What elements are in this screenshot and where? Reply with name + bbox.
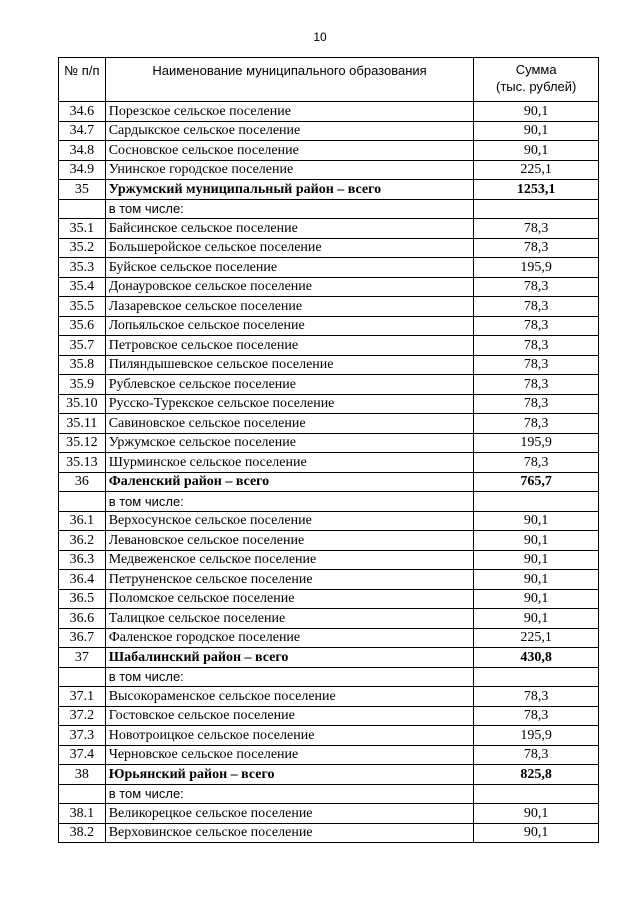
table-row [59, 804, 599, 824]
subheader-row [59, 667, 599, 687]
row-sum-cell: 90,1 [474, 589, 599, 609]
row-sum-cell: 195,9 [474, 433, 599, 453]
table-row [59, 687, 599, 707]
table-row [59, 511, 599, 531]
row-name-cell: Черновское сельское поселение [105, 745, 474, 765]
table-row [59, 628, 599, 648]
row-number-cell: 35.12 [59, 433, 106, 453]
table-row [59, 531, 599, 551]
row-number-cell: 37 [59, 648, 106, 668]
table-row [59, 609, 599, 629]
row-number-cell: 35.3 [59, 258, 106, 278]
row-sum-cell: 78,3 [474, 745, 599, 765]
row-name-cell: в том числе: [105, 784, 474, 804]
row-number-cell: 36 [59, 472, 106, 492]
table-row [59, 394, 599, 414]
row-sum-cell: 225,1 [474, 160, 599, 180]
subheader-row [59, 199, 599, 219]
row-number-cell [59, 199, 106, 219]
table-row [59, 219, 599, 239]
row-name-cell: Шабалинский район – всего [105, 648, 474, 668]
row-number-cell: 38 [59, 765, 106, 785]
row-number-cell: 36.6 [59, 609, 106, 629]
row-sum-cell: 78,3 [474, 355, 599, 375]
row-name-cell: Пиляндышевское сельское поселение [105, 355, 474, 375]
row-number-cell: 35.4 [59, 277, 106, 297]
row-number-cell: 34.8 [59, 141, 106, 161]
table-row [59, 726, 599, 746]
row-sum-cell: 195,9 [474, 726, 599, 746]
row-sum-cell: 1253,1 [474, 180, 599, 200]
table-row [59, 433, 599, 453]
row-number-cell: 34.6 [59, 102, 106, 122]
table-row [59, 277, 599, 297]
table-row [59, 102, 599, 122]
row-name-cell: Новотроицкое сельское поселение [105, 726, 474, 746]
row-name-cell: в том числе: [105, 492, 474, 512]
row-name-cell: Порезское сельское поселение [105, 102, 474, 122]
row-sum-cell [474, 667, 599, 687]
table-row [59, 121, 599, 141]
row-sum-cell: 78,3 [474, 316, 599, 336]
table-row [59, 336, 599, 356]
row-sum-cell: 90,1 [474, 102, 599, 122]
row-number-cell: 36.7 [59, 628, 106, 648]
row-name-cell: Петруненское сельское поселение [105, 570, 474, 590]
row-sum-cell: 225,1 [474, 628, 599, 648]
row-number-cell: 35.13 [59, 453, 106, 473]
row-number-cell: 34.9 [59, 160, 106, 180]
row-name-cell: в том числе: [105, 199, 474, 219]
table-header-row [59, 58, 599, 102]
row-name-cell: Буйское сельское поселение [105, 258, 474, 278]
row-sum-cell: 78,3 [474, 687, 599, 707]
table-row [59, 453, 599, 473]
row-name-cell: Фаленский район – всего [105, 472, 474, 492]
row-number-cell: 34.7 [59, 121, 106, 141]
row-name-cell: Гостовское сельское поселение [105, 706, 474, 726]
row-number-cell: 37.1 [59, 687, 106, 707]
district-total-row [59, 180, 599, 200]
row-sum-cell: 195,9 [474, 258, 599, 278]
row-name-cell: Поломское сельское поселение [105, 589, 474, 609]
row-name-cell: Левановское сельское поселение [105, 531, 474, 551]
row-sum-cell: 825,8 [474, 765, 599, 785]
table-row [59, 550, 599, 570]
row-sum-cell [474, 492, 599, 512]
row-name-cell: Байсинское сельское поселение [105, 219, 474, 239]
district-total-row [59, 472, 599, 492]
row-sum-cell: 78,3 [474, 238, 599, 258]
table-row [59, 258, 599, 278]
row-name-cell: Верховинское сельское поселение [105, 823, 474, 843]
row-name-cell: Талицкое сельское поселение [105, 609, 474, 629]
district-total-row [59, 648, 599, 668]
page-number: 10 [313, 30, 327, 44]
row-name-cell: Верхосунское сельское поселение [105, 511, 474, 531]
row-number-cell: 35 [59, 180, 106, 200]
row-sum-cell: 90,1 [474, 511, 599, 531]
row-number-cell: 38.2 [59, 823, 106, 843]
row-sum-cell: 78,3 [474, 414, 599, 434]
table-row [59, 706, 599, 726]
row-sum-cell: 90,1 [474, 121, 599, 141]
row-sum-cell: 90,1 [474, 823, 599, 843]
table-row [59, 355, 599, 375]
row-number-cell: 37.3 [59, 726, 106, 746]
table-row [59, 297, 599, 317]
subheader-row [59, 784, 599, 804]
row-name-cell: Русско-Турекское сельское поселение [105, 394, 474, 414]
table-row [59, 238, 599, 258]
table-row [59, 375, 599, 395]
row-number-cell [59, 784, 106, 804]
column-header-name: Наименование муниципального образования [105, 58, 474, 102]
row-sum-cell: 78,3 [474, 297, 599, 317]
row-sum-cell: 90,1 [474, 141, 599, 161]
row-sum-cell: 765,7 [474, 472, 599, 492]
row-name-cell: Лазаревское сельское поселение [105, 297, 474, 317]
row-number-cell: 35.7 [59, 336, 106, 356]
row-sum-cell [474, 784, 599, 804]
row-sum-cell: 78,3 [474, 394, 599, 414]
row-name-cell: Сардыкское сельское поселение [105, 121, 474, 141]
row-name-cell: Уржумское сельское поселение [105, 433, 474, 453]
row-number-cell: 36.3 [59, 550, 106, 570]
table-row [59, 745, 599, 765]
table-body [59, 102, 599, 843]
row-name-cell: Великорецкое сельское поселение [105, 804, 474, 824]
row-name-cell: Савиновское сельское поселение [105, 414, 474, 434]
row-sum-cell: 90,1 [474, 550, 599, 570]
table-row [59, 141, 599, 161]
row-sum-cell: 90,1 [474, 531, 599, 551]
table-row [59, 414, 599, 434]
row-name-cell: Высокораменское сельское поселение [105, 687, 474, 707]
row-number-cell: 38.1 [59, 804, 106, 824]
row-name-cell: Юрьянский район – всего [105, 765, 474, 785]
row-number-cell: 35.6 [59, 316, 106, 336]
allocation-table [58, 57, 599, 843]
row-name-cell: Сосновское сельское поселение [105, 141, 474, 161]
row-number-cell: 36.1 [59, 511, 106, 531]
row-number-cell: 35.11 [59, 414, 106, 434]
row-number-cell: 37.2 [59, 706, 106, 726]
row-name-cell: Фаленское городское поселение [105, 628, 474, 648]
row-number-cell: 35.1 [59, 219, 106, 239]
row-name-cell: Унинское городское поселение [105, 160, 474, 180]
row-sum-cell: 78,3 [474, 336, 599, 356]
district-total-row [59, 765, 599, 785]
row-name-cell: Лопьяльское сельское поселение [105, 316, 474, 336]
row-number-cell: 36.4 [59, 570, 106, 590]
table-row [59, 316, 599, 336]
row-sum-cell: 78,3 [474, 706, 599, 726]
column-header-number: № п/п [59, 58, 106, 102]
table-row [59, 823, 599, 843]
row-number-cell: 35.10 [59, 394, 106, 414]
row-sum-cell: 78,3 [474, 375, 599, 395]
row-number-cell: 35.2 [59, 238, 106, 258]
row-sum-cell: 90,1 [474, 804, 599, 824]
column-header-sum [474, 58, 599, 102]
column-header-sum-line1: Сумма [515, 62, 557, 77]
row-number-cell: 36.5 [59, 589, 106, 609]
row-name-cell: Шурминское сельское поселение [105, 453, 474, 473]
row-number-cell [59, 492, 106, 512]
row-number-cell: 37.4 [59, 745, 106, 765]
row-name-cell: Медвеженское сельское поселение [105, 550, 474, 570]
row-number-cell [59, 667, 106, 687]
row-sum-cell: 78,3 [474, 453, 599, 473]
table-row [59, 589, 599, 609]
row-sum-cell: 78,3 [474, 219, 599, 239]
row-name-cell: Петровское сельское поселение [105, 336, 474, 356]
row-name-cell: Уржумский муниципальный район – всего [105, 180, 474, 200]
column-header-sum-line2: (тыс. рублей) [496, 79, 577, 94]
row-name-cell: Донауровское сельское поселение [105, 277, 474, 297]
table-row [59, 570, 599, 590]
row-number-cell: 36.2 [59, 531, 106, 551]
row-name-cell: в том числе: [105, 667, 474, 687]
row-sum-cell: 78,3 [474, 277, 599, 297]
row-sum-cell [474, 199, 599, 219]
row-sum-cell: 90,1 [474, 609, 599, 629]
row-name-cell: Рублевское сельское поселение [105, 375, 474, 395]
row-number-cell: 35.9 [59, 375, 106, 395]
row-sum-cell: 90,1 [474, 570, 599, 590]
row-name-cell: Большеройское сельское поселение [105, 238, 474, 258]
row-number-cell: 35.8 [59, 355, 106, 375]
subheader-row [59, 492, 599, 512]
row-number-cell: 35.5 [59, 297, 106, 317]
row-sum-cell: 430,8 [474, 648, 599, 668]
table-row [59, 160, 599, 180]
